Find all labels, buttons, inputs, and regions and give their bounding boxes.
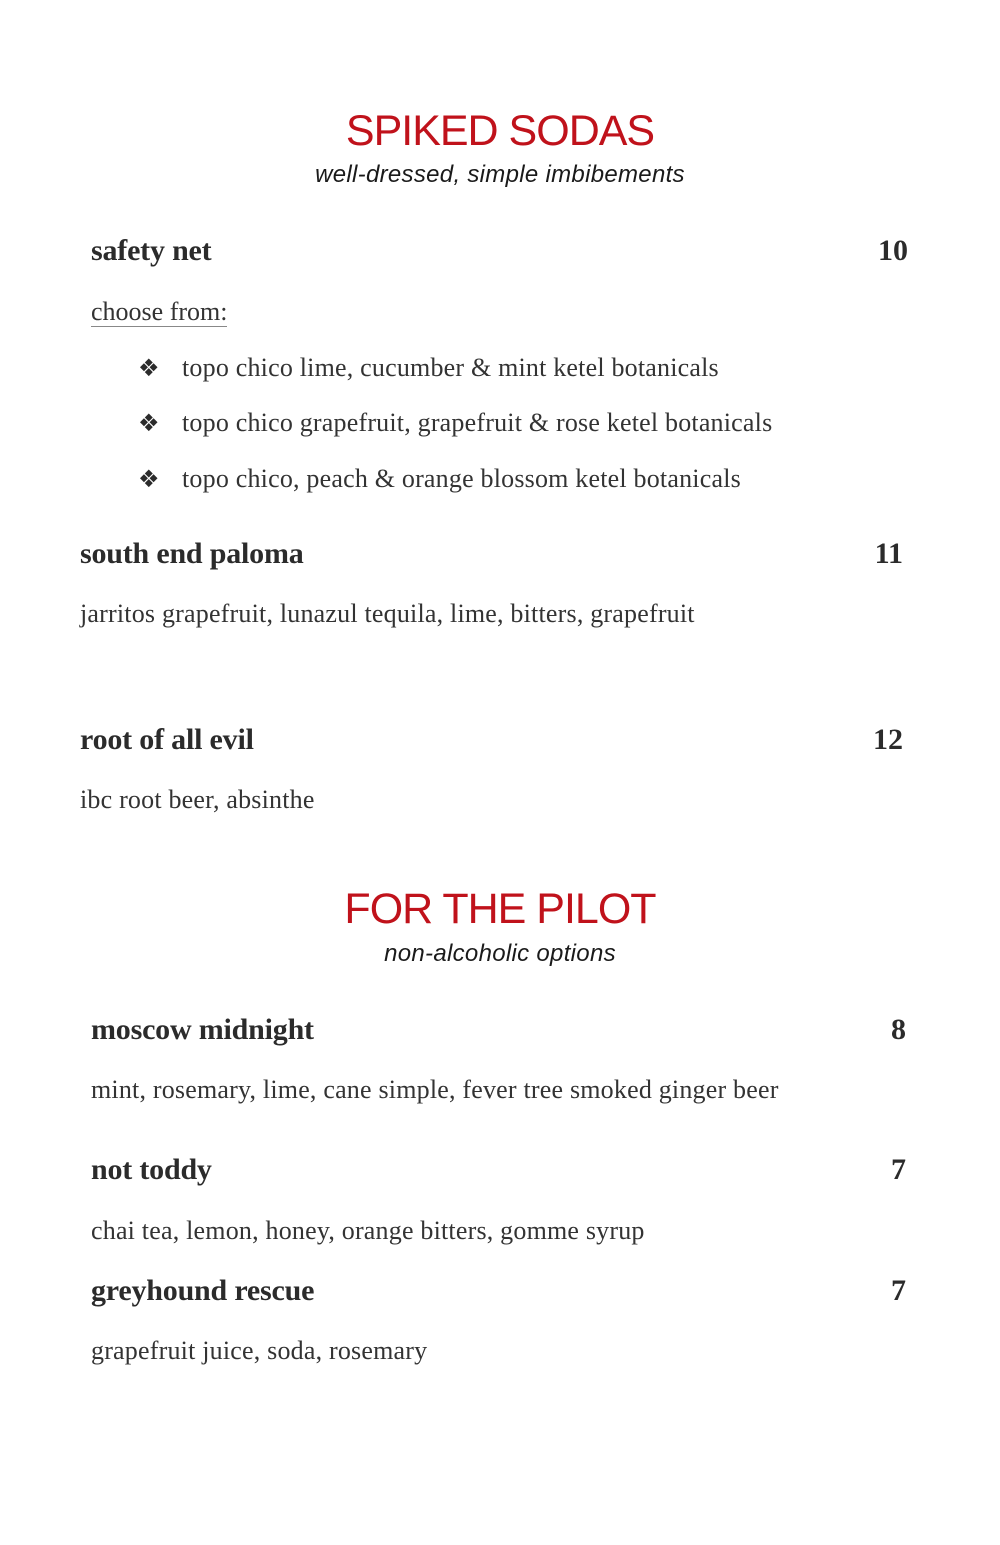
section-title-for-the-pilot: FOR THE PILOT	[344, 885, 656, 933]
item-price-safety-net: 10	[878, 234, 908, 267]
item-desc-south-end-paloma: jarritos grapefruit, lunazul tequila, lime, bitters, grapefruit	[80, 599, 695, 628]
diamond-bullet-icon: ❖	[138, 354, 160, 382]
item-desc-not-toddy: chai tea, lemon, honey, orange bitters, gomme syrup	[91, 1216, 645, 1245]
item-name-not-toddy: not toddy	[91, 1153, 212, 1186]
item-desc-moscow-midnight: mint, rosemary, lime, cane simple, fever tree smoked ginger beer	[91, 1075, 779, 1104]
diamond-bullet-icon: ❖	[138, 409, 160, 437]
safety-net-option: topo chico grapefruit, grapefruit & rose ketel botanicals	[182, 408, 773, 437]
diamond-bullet-icon: ❖	[138, 465, 160, 493]
item-name-safety-net: safety net	[91, 234, 212, 267]
safety-net-option: topo chico lime, cucumber & mint ketel botanicals	[182, 353, 719, 382]
section-title-spiked-sodas: SPIKED SODAS	[345, 107, 655, 155]
item-name-greyhound-rescue: greyhound rescue	[91, 1274, 315, 1307]
item-price-moscow-midnight: 8	[891, 1013, 906, 1046]
item-price-root-of-all-evil: 12	[873, 723, 903, 756]
safety-net-option: topo chico, peach & orange blossom ketel botanicals	[182, 464, 741, 493]
item-price-not-toddy: 7	[891, 1153, 906, 1186]
section-subtitle-for-the-pilot: non-alcoholic options	[384, 940, 616, 967]
item-name-south-end-paloma: south end paloma	[80, 537, 304, 570]
section-subtitle-spiked-sodas: well-dressed, simple imbibements	[315, 161, 685, 188]
item-name-moscow-midnight: moscow midnight	[91, 1013, 314, 1046]
item-desc-greyhound-rescue: grapefruit juice, soda, rosemary	[91, 1336, 428, 1365]
item-name-root-of-all-evil: root of all evil	[80, 723, 254, 756]
item-desc-root-of-all-evil: ibc root beer, absinthe	[80, 785, 315, 814]
item-price-south-end-paloma: 11	[874, 537, 903, 570]
choose-from-label: choose from:	[91, 297, 228, 326]
item-price-greyhound-rescue: 7	[891, 1274, 906, 1307]
